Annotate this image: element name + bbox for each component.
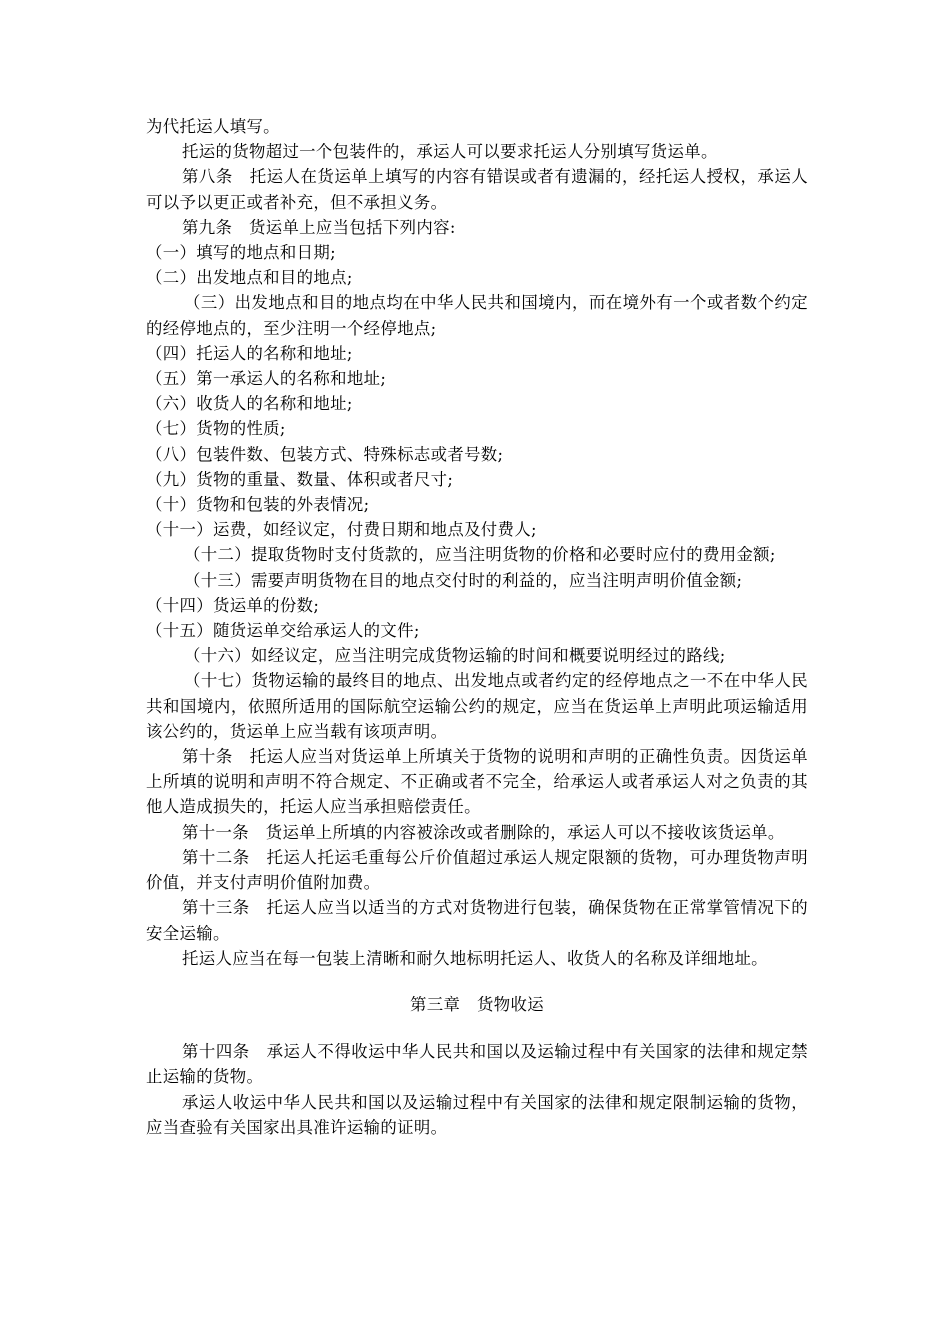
article-9-item-13: （十三）需要声明货物在目的地点交付时的利益的，应当注明声明价值金额; <box>184 570 743 590</box>
article-14: 第十四条 承运人不得收运中华人民共和国以及运输过程中有关国家的法律和规定禁止运输的货物。 <box>146 1042 808 1087</box>
paragraph-multiple-packages: 托运的货物超过一个包装件的，承运人可以要求托运人分别填写货运单。 <box>182 142 718 162</box>
article-9-item-7: （七）货物的性质; <box>146 419 286 439</box>
article-9-item-12: （十二）提取货物时支付货款的，应当注明货物的价格和必要时应付的费用金额; <box>184 545 776 565</box>
article-9-item-14: （十四）货运单的份数; <box>146 595 320 615</box>
article-10: 第十条 托运人应当对货运单上所填关于货物的说明和声明的正确性负责。因货运单上所填的说明和声明不符合规定、不正确或者不完全，给承运人或者承运人对之负责的其他人造成损失的，托运人应当承担赔偿责任。 <box>146 747 808 817</box>
article-12: 第十二条 托运人托运毛重每公斤价值超过承运人规定限额的货物，可办理货物声明价值，并支付声明价值附加费。 <box>146 847 808 893</box>
article-9-item-1: （一）填写的地点和日期; <box>146 243 337 263</box>
article-9-item-4: （四）托运人的名称和地址; <box>146 343 353 363</box>
article-9-item-5: （五）第一承运人的名称和地址; <box>146 369 387 389</box>
article-9-item-15: （十五）随货运单交给承运人的文件; <box>146 621 420 641</box>
chapter-heading: 第三章 货物收运 <box>410 994 544 1014</box>
article-9-item-17: （十七）货物运输的最终目的地点、出发地点或者约定的经停地点之一不在中华人民共和国境内，依照所适用的国际航空运输公约的规定，应当在货运单上声明此项运输适用该公约的，货运单上应当载有该项声明。 <box>146 671 808 741</box>
document-body <box>146 114 808 1140</box>
article-9-item-3: （三）出发地点和目的地点均在中华人民共和国境内，而在境外有一个或者数个约定的经停地点的，至少注明一个经停地点; <box>146 293 808 338</box>
article-9-item-11: （十一）运费，如经议定，付费日期和地点及付费人; <box>146 520 537 540</box>
paragraph-package-labeling: 托运人应当在每一包装上清晰和耐久地标明托运人、收货人的名称及详细地址。 <box>182 948 768 968</box>
article-9-item-9: （九）货物的重量、数量、体积或者尺寸; <box>146 469 454 489</box>
article-9: 第九条 货运单上应当包括下列内容: <box>182 217 456 237</box>
article-9-item-8: （八）包装件数、包装方式、特殊标志或者号数; <box>146 444 504 464</box>
paragraph-restricted-goods: 承运人收运中华人民共和国以及运输过程中有关国家的法律和规定限制运输的货物，应当查验有关国家出具准许运输的证明。 <box>146 1092 808 1137</box>
article-11: 第十一条 货运单上所填的内容被涂改或者删除的，承运人可以不接收该货运单。 <box>182 822 785 842</box>
article-9-item-16: （十六）如经议定，应当注明完成货物运输的时间和概要说明经过的路线; <box>184 646 726 666</box>
article-13: 第十三条 托运人应当以适当的方式对货物进行包装，确保货物在正常掌管情况下的安全运输。 <box>146 898 808 943</box>
article-9-item-10: （十）货物和包装的外表情况; <box>146 495 370 515</box>
article-8: 第八条 托运人在货运单上填写的内容有错误或者有遗漏的，经托运人授权，承运人可以予以更正或者补充，但不承担义务。 <box>146 167 808 212</box>
article-9-item-6: （六）收货人的名称和地址; <box>146 394 353 414</box>
article-9-item-2: （二）出发地点和目的地点; <box>146 268 353 288</box>
paragraph-continuation: 为代托运人填写。 <box>146 117 280 136</box>
